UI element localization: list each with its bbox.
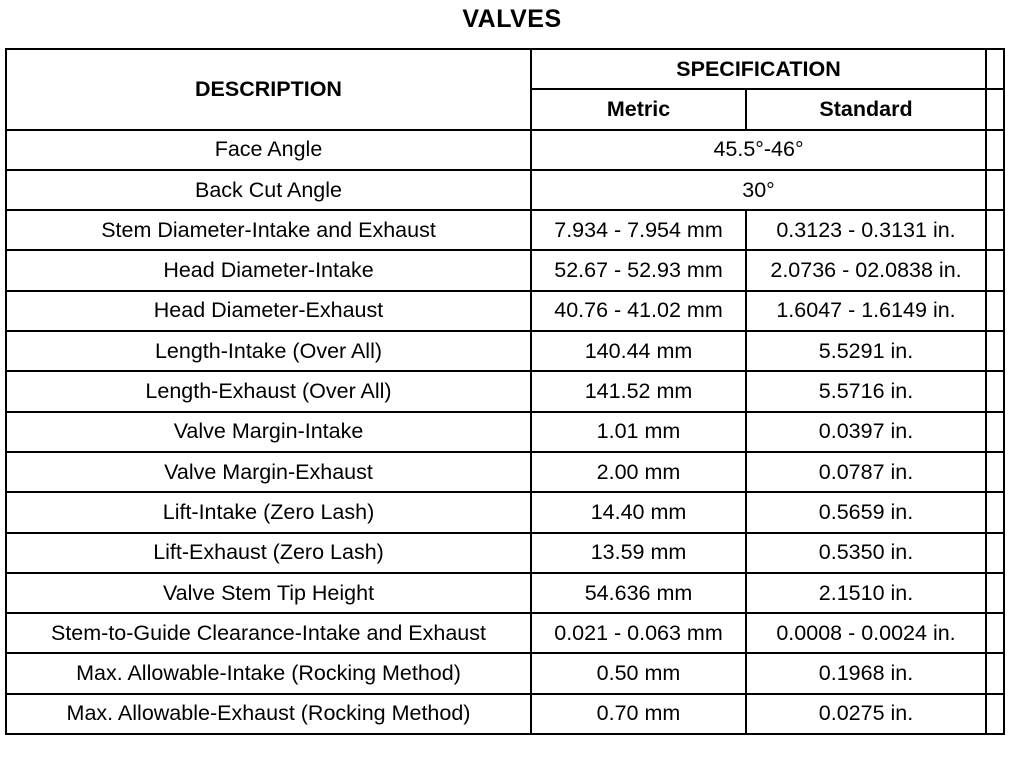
header-row-top: [6, 49, 1004, 89]
standard-cell: 0.5659 in.: [746, 492, 986, 532]
standard-cell: 2.0736 - 02.0838 in.: [746, 250, 986, 290]
table-row: [6, 250, 1004, 290]
description-cell: Head Diameter-Intake: [6, 250, 531, 290]
description-cell: Lift-Exhaust (Zero Lash): [6, 533, 531, 573]
table-row: [6, 533, 1004, 573]
description-cell: Stem Diameter-Intake and Exhaust: [6, 210, 531, 250]
right-gutter-cell: [986, 653, 1004, 693]
right-gutter-cell: [986, 170, 1004, 210]
metric-cell: 140.44 mm: [531, 331, 746, 371]
description-cell: Lift-Intake (Zero Lash): [6, 492, 531, 532]
metric-cell: 13.59 mm: [531, 533, 746, 573]
table-row: [6, 331, 1004, 371]
description-cell: Max. Allowable-Intake (Rocking Method): [6, 653, 531, 693]
metric-cell: 52.67 - 52.93 mm: [531, 250, 746, 290]
table-row: [6, 492, 1004, 532]
right-gutter-cell: [986, 492, 1004, 532]
metric-cell: 141.52 mm: [531, 371, 746, 411]
table-row: [6, 412, 1004, 452]
standard-cell: 0.3123 - 0.3131 in.: [746, 210, 986, 250]
right-gutter-cell: [986, 130, 1004, 170]
table-row: [6, 573, 1004, 613]
standard-cell: 1.6047 - 1.6149 in.: [746, 291, 986, 331]
table-row: [6, 170, 1004, 210]
description-header: DESCRIPTION: [6, 49, 531, 130]
right-gutter-cell: [986, 250, 1004, 290]
description-cell: Valve Stem Tip Height: [6, 573, 531, 613]
right-gutter-cell: [986, 210, 1004, 250]
metric-cell: 0.50 mm: [531, 653, 746, 693]
page-title: VALVES: [462, 5, 562, 33]
standard-cell: 0.0787 in.: [746, 452, 986, 492]
right-gutter-cell: [986, 452, 1004, 492]
metric-cell: 0.70 mm: [531, 694, 746, 734]
description-cell: Head Diameter-Exhaust: [6, 291, 531, 331]
right-gutter-cell: [986, 533, 1004, 573]
standard-header: Standard: [746, 89, 986, 129]
specification-header: SPECIFICATION: [531, 49, 986, 89]
standard-cell: 0.5350 in.: [746, 533, 986, 573]
spec-value-cell: 45.5°-46°: [531, 130, 986, 170]
description-cell: Length-Exhaust (Over All): [6, 371, 531, 411]
description-cell: Stem-to-Guide Clearance-Intake and Exhaust: [6, 613, 531, 653]
right-gutter-cell: [986, 291, 1004, 331]
right-gutter-cell: [986, 89, 1004, 129]
table-row: [6, 291, 1004, 331]
metric-cell: 0.021 - 0.063 mm: [531, 613, 746, 653]
metric-cell: 14.40 mm: [531, 492, 746, 532]
valves-spec-table: [5, 48, 1005, 735]
description-cell: Valve Margin-Intake: [6, 412, 531, 452]
table-row: [6, 210, 1004, 250]
right-gutter-cell: [986, 613, 1004, 653]
standard-cell: 0.0397 in.: [746, 412, 986, 452]
standard-cell: 0.0008 - 0.0024 in.: [746, 613, 986, 653]
right-gutter-cell: [986, 49, 1004, 89]
table-row: [6, 452, 1004, 492]
table-row: [6, 130, 1004, 170]
description-cell: Length-Intake (Over All): [6, 331, 531, 371]
right-gutter-cell: [986, 694, 1004, 734]
metric-cell: 7.934 - 7.954 mm: [531, 210, 746, 250]
standard-cell: 2.1510 in.: [746, 573, 986, 613]
right-gutter-cell: [986, 412, 1004, 452]
right-gutter-cell: [986, 573, 1004, 613]
metric-cell: 2.00 mm: [531, 452, 746, 492]
standard-cell: 5.5716 in.: [746, 371, 986, 411]
standard-cell: 0.1968 in.: [746, 653, 986, 693]
description-cell: Valve Margin-Exhaust: [6, 452, 531, 492]
right-gutter-cell: [986, 371, 1004, 411]
metric-header: Metric: [531, 89, 746, 129]
spec-value-cell: 30°: [531, 170, 986, 210]
table-row: [6, 613, 1004, 653]
table-row: [6, 653, 1004, 693]
description-cell: Face Angle: [6, 130, 531, 170]
right-gutter-cell: [986, 331, 1004, 371]
standard-cell: 5.5291 in.: [746, 331, 986, 371]
description-cell: Back Cut Angle: [6, 170, 531, 210]
metric-cell: 40.76 - 41.02 mm: [531, 291, 746, 331]
table-row: [6, 694, 1004, 734]
standard-cell: 0.0275 in.: [746, 694, 986, 734]
metric-cell: 54.636 mm: [531, 573, 746, 613]
description-cell: Max. Allowable-Exhaust (Rocking Method): [6, 694, 531, 734]
metric-cell: 1.01 mm: [531, 412, 746, 452]
table-row: [6, 371, 1004, 411]
